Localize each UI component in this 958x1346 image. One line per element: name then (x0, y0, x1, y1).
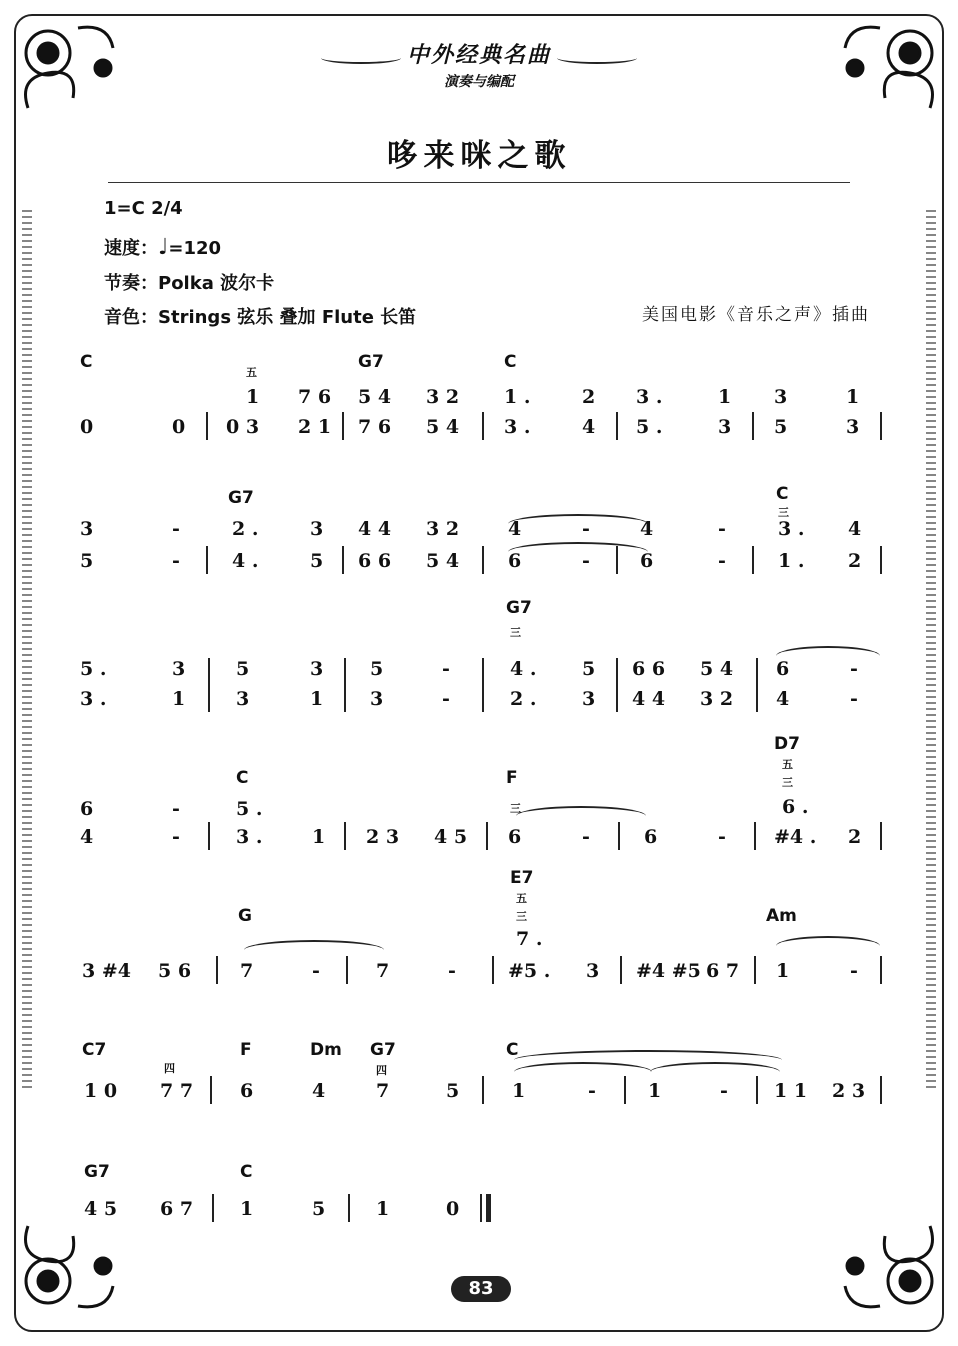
note-top: 1 (246, 386, 260, 408)
bar-line (348, 1194, 350, 1222)
bar-line (752, 412, 754, 440)
note-top: 3 (310, 658, 324, 680)
note-top: 1 . (504, 386, 531, 408)
chord-symbol: G7 (84, 1162, 110, 1182)
note-bottom: 7 6 (358, 416, 392, 438)
bar-line (210, 1076, 212, 1104)
score-row-7 (76, 1160, 884, 1272)
note-bottom: 1 (776, 960, 790, 982)
note-top: 1 (846, 386, 860, 408)
note-bottom: - (718, 826, 726, 848)
bar-line (344, 658, 346, 712)
note-top: 3 (774, 386, 788, 408)
note-top: 6 (776, 658, 790, 680)
note-bottom: #5 . (508, 960, 551, 982)
bar-line (212, 1194, 214, 1222)
note-top: 3 (172, 658, 186, 680)
note-bottom: 0 3 (226, 416, 260, 438)
bar-line (880, 412, 882, 440)
note-top: 6 (80, 798, 94, 820)
bar-line (216, 956, 218, 984)
note-bottom: 6 6 (358, 550, 392, 572)
bar-line (624, 1076, 626, 1104)
fingering-mark: 三 (782, 776, 793, 789)
note-bottom: 1 (512, 1080, 526, 1102)
final-bar-thick (486, 1194, 491, 1222)
note-bottom: - (588, 1080, 596, 1102)
bar-line (620, 956, 622, 984)
bar-line (754, 822, 756, 850)
note-bottom: 4 . (232, 550, 259, 572)
note-top: 5 4 (700, 658, 734, 680)
note-bottom: 0 (446, 1198, 460, 1220)
chord-symbol: C7 (82, 1040, 107, 1060)
series-title: 中外经典名曲 (406, 42, 551, 68)
tie-arc (650, 1062, 780, 1082)
chord-symbol: Am (766, 906, 797, 926)
fingering-mark: 五 (516, 892, 527, 905)
tie-arc (776, 936, 880, 956)
note-bottom: 7 7 (160, 1080, 194, 1102)
note-bottom: 6 (508, 550, 522, 572)
tie-arc (776, 646, 880, 666)
chord-symbol: C (80, 352, 93, 372)
note-top: - (850, 658, 858, 680)
chord-symbol: G7 (228, 488, 254, 508)
key-time-signature: 1=C 2/4 (104, 198, 183, 219)
note-top: - (718, 518, 726, 540)
fingering-mark: 四 (376, 1064, 387, 1077)
note-bottom: 0 (172, 416, 186, 438)
bar-line (756, 658, 758, 712)
bar-line (880, 956, 882, 984)
title-divider (108, 182, 850, 183)
tempo-value: =120 (168, 238, 222, 259)
note-bottom: 5 (80, 550, 94, 572)
note-bottom: - (720, 1080, 728, 1102)
bar-line (346, 956, 348, 984)
chord-symbol: Dm (310, 1040, 342, 1060)
note-top: 5 . (236, 798, 263, 820)
bar-line (342, 412, 344, 440)
note-bottom: 3 (846, 416, 860, 438)
note-bottom: 7 (240, 960, 254, 982)
note-bottom: 6 7 (160, 1198, 194, 1220)
note-bottom: - (718, 550, 726, 572)
note-top: 6 6 (632, 658, 666, 680)
note-bottom: 3 (582, 688, 596, 710)
note-bottom: - (582, 826, 590, 848)
note-bottom: 4 (312, 1080, 326, 1102)
rhythm-line (104, 269, 274, 295)
note-bottom: 1 . (778, 550, 805, 572)
bar-line (616, 412, 618, 440)
note-top: 4 . (510, 658, 537, 680)
series-subtitle: 演奏与编配 (444, 74, 514, 90)
fingering-mark: 三 (510, 626, 521, 639)
bar-line (880, 822, 882, 850)
fingering-mark: 五 (246, 366, 257, 379)
chord-symbol: C (776, 484, 789, 504)
note-bottom: 5 6 (158, 960, 192, 982)
right-decorative-border (926, 210, 936, 1090)
fingering-mark: 四 (164, 1062, 175, 1075)
note-bottom: 4 (582, 416, 596, 438)
note-bottom: 2 (848, 826, 862, 848)
note-bottom: 4 (80, 826, 94, 848)
tie-arc (508, 542, 648, 562)
page-number: 83 (451, 1276, 511, 1302)
note-top: 3 (310, 518, 324, 540)
chord-symbol: G7 (358, 352, 384, 372)
bar-line (756, 1076, 758, 1104)
note-bottom: 3 2 (700, 688, 734, 710)
note-bottom: 2 . (510, 688, 537, 710)
chord-symbol: F (240, 1040, 252, 1060)
score-row-6 (76, 1038, 884, 1150)
tie-arc (508, 514, 648, 534)
note-bottom: 5 (446, 1080, 460, 1102)
note-top: 4 4 (358, 518, 392, 540)
note-bottom: - (442, 688, 450, 710)
note-top: 5 . (80, 658, 107, 680)
note-top: - (172, 798, 180, 820)
note-bottom: 2 (848, 550, 862, 572)
note-bottom: 6 (644, 826, 658, 848)
series-header (0, 38, 958, 91)
note-top: 4 (640, 518, 654, 540)
tie-arc (516, 806, 646, 826)
note-bottom: 1 (648, 1080, 662, 1102)
note-bottom: 3 . (504, 416, 531, 438)
note-top: 5 (236, 658, 250, 680)
chord-symbol: C (240, 1162, 253, 1182)
bar-line (482, 546, 484, 574)
bar-line (344, 822, 346, 850)
note-bottom: - (172, 550, 180, 572)
note-top: 2 (582, 386, 596, 408)
chord-symbol: G7 (370, 1040, 396, 1060)
note-bottom: 1 0 (84, 1080, 118, 1102)
chord-symbol: C (506, 1040, 519, 1060)
note-bottom: 4 (776, 688, 790, 710)
note-bottom: 3 . (80, 688, 107, 710)
chord-symbol: G (238, 906, 252, 926)
note-bottom: 1 (172, 688, 186, 710)
bar-line (482, 658, 484, 712)
note-bottom: 2 3 (366, 826, 400, 848)
bar-line (208, 658, 210, 712)
bar-line (482, 1076, 484, 1104)
bar-line (754, 956, 756, 984)
score-row-3 (76, 596, 884, 708)
note-bottom: 3 (236, 688, 250, 710)
note-bottom: - (172, 826, 180, 848)
note-bottom: 5 (774, 416, 788, 438)
note-bottom: 4 4 (632, 688, 666, 710)
note-top: 7 6 (298, 386, 332, 408)
note-bottom: 6 (640, 550, 654, 572)
bar-line (206, 546, 208, 574)
note-top: 4 (508, 518, 522, 540)
bar-line (482, 412, 484, 440)
bar-line (752, 546, 754, 574)
note-bottom: - (582, 550, 590, 572)
bar-line (880, 546, 882, 574)
note-bottom: 1 (312, 826, 326, 848)
note-bottom: 0 (80, 416, 94, 438)
note-top: - (582, 518, 590, 540)
fingering-mark: 三 (510, 802, 521, 815)
note-bottom: 1 (240, 1198, 254, 1220)
chord-symbol: G7 (506, 598, 532, 618)
note-top: - (172, 518, 180, 540)
note-bottom: 3 (586, 960, 600, 982)
tempo-label: 速度： (104, 238, 158, 259)
note-bottom: 4 5 (84, 1198, 118, 1220)
bar-line (342, 546, 344, 574)
note-bottom: 5 (310, 550, 324, 572)
fingering-mark: 五 (782, 758, 793, 771)
timbre-value: Strings 弦乐 叠加 Flute 长笛 (158, 307, 417, 328)
note-bottom: 5 . (636, 416, 663, 438)
note-top: 5 4 (358, 386, 392, 408)
bar-line (880, 1076, 882, 1104)
tie-arc (514, 1062, 652, 1082)
final-bar-thin (480, 1194, 482, 1222)
note-top: 3 . (778, 518, 805, 540)
note-bottom: 1 (310, 688, 324, 710)
note-bottom: 7 (376, 960, 390, 982)
note-bottom: 7 (376, 1080, 390, 1102)
note-bottom: 6 (240, 1080, 254, 1102)
score-row-2 (76, 486, 884, 598)
bar-line (208, 822, 210, 850)
note-bottom: 3 . (236, 826, 263, 848)
note-top: 1 (718, 386, 732, 408)
note-bottom: - (850, 688, 858, 710)
song-source: 美国电影《音乐之声》插曲 (642, 305, 870, 325)
note-bottom: 2 3 (832, 1080, 866, 1102)
note-bottom: 5 (312, 1198, 326, 1220)
note-bottom: #4 . (774, 826, 817, 848)
note-bottom: 5 4 (426, 550, 460, 572)
note-bottom: 1 1 (774, 1080, 808, 1102)
chord-symbol: F (506, 768, 518, 788)
note-bottom: 3 (718, 416, 732, 438)
bar-line (616, 658, 618, 712)
note-bottom: 2 1 (298, 416, 332, 438)
note-top: 3 2 (426, 386, 460, 408)
note-bottom: - (312, 960, 320, 982)
left-decorative-border (22, 210, 32, 1090)
song-title: 哆来咪之歌 (386, 138, 572, 174)
timbre-line (104, 303, 416, 329)
fingering-mark: 三 (778, 506, 789, 519)
timbre-label: 音色： (104, 307, 158, 328)
chord-symbol: E7 (510, 868, 534, 888)
rhythm-label: 节奏： (104, 273, 158, 294)
note-bottom: #4 #5 (636, 960, 701, 982)
rhythm-value: Polka 波尔卡 (158, 273, 275, 294)
note-bottom: 1 (376, 1198, 390, 1220)
note-top: 5 (370, 658, 384, 680)
note-bottom: 4 5 (434, 826, 468, 848)
chord-symbol: C (236, 768, 249, 788)
note-top: 7 . (516, 928, 543, 950)
bar-line (486, 822, 488, 850)
note-top: 3 2 (426, 518, 460, 540)
tempo-line (104, 234, 221, 260)
note-bottom: - (850, 960, 858, 982)
note-top: 3 . (636, 386, 663, 408)
fingering-mark: 三 (516, 910, 527, 923)
score-row-4 (76, 734, 884, 846)
note-bottom: - (448, 960, 456, 982)
note-top: 2 . (232, 518, 259, 540)
score-row-5 (76, 868, 884, 980)
note-top: 6 . (782, 796, 809, 818)
note-bottom: 6 (508, 826, 522, 848)
quarter-note-icon: ♩ (158, 235, 169, 260)
note-top: 5 (582, 658, 596, 680)
bar-line (616, 546, 618, 574)
note-bottom: 5 4 (426, 416, 460, 438)
tie-arc (244, 940, 384, 960)
note-bottom: 3 (370, 688, 384, 710)
note-top: - (442, 658, 450, 680)
bar-line (206, 412, 208, 440)
score-row-1 (76, 350, 884, 462)
chord-symbol: C (504, 352, 517, 372)
note-top: 3 (80, 518, 94, 540)
note-top: 4 (848, 518, 862, 540)
bar-line (618, 822, 620, 850)
note-bottom: 6 7 (706, 960, 740, 982)
note-bottom: 3 #4 (82, 960, 131, 982)
bar-line (492, 956, 494, 984)
chord-symbol: D7 (774, 734, 800, 754)
